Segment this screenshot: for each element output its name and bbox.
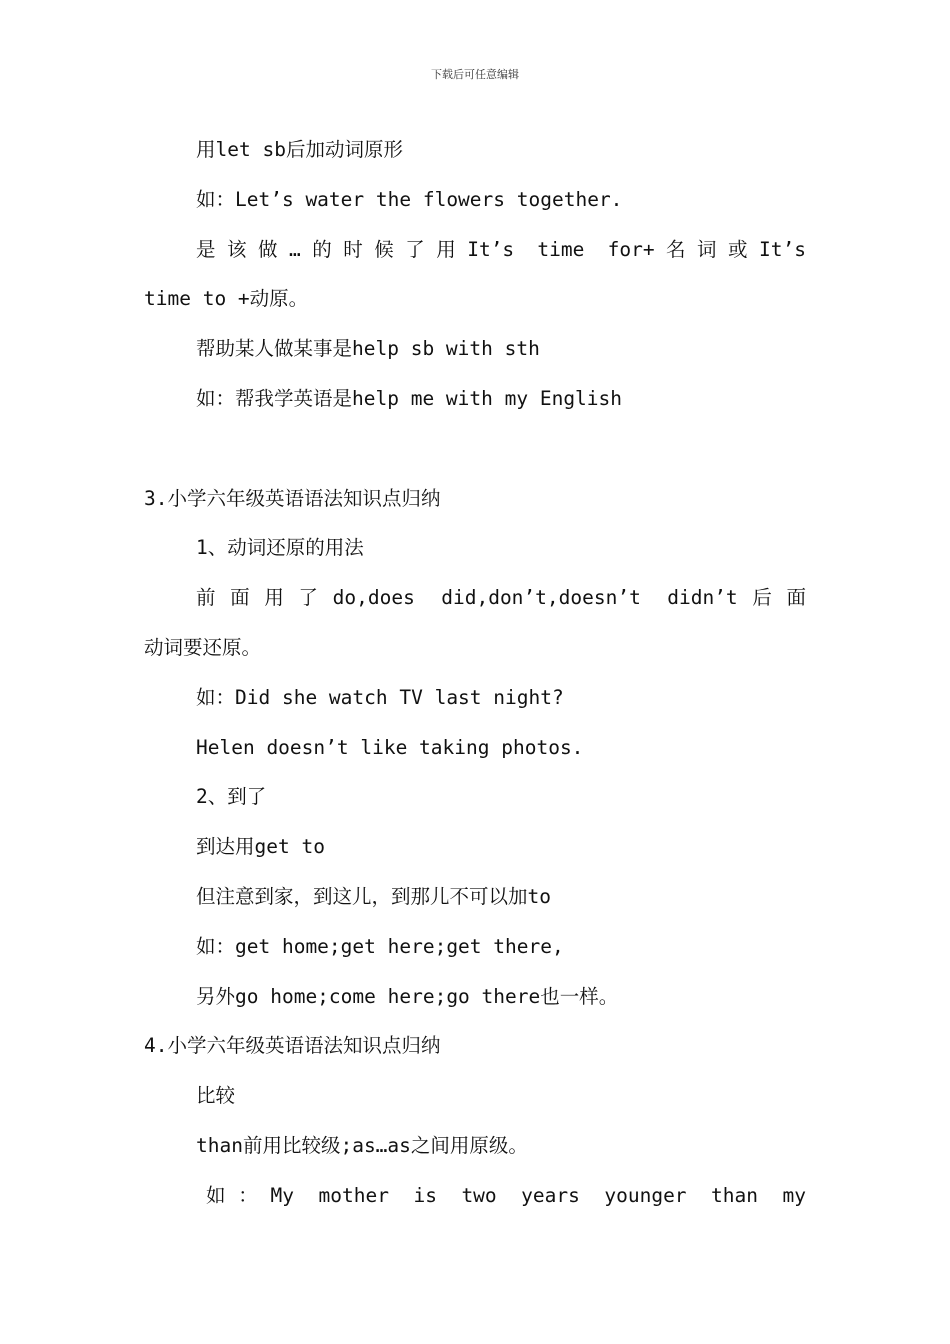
text-line: Helen doesn’t like taking photos. xyxy=(196,735,584,759)
text-line: than前用比较级;as…as之间用原级。 xyxy=(196,1133,528,1157)
blank-line xyxy=(144,424,806,474)
text-line: 是该做…的时候了用It’s time for+名词或It’s xyxy=(196,237,806,261)
text-line: 帮助某人做某事是help sb with sth xyxy=(196,337,540,361)
page-header: 下载后可任意编辑 xyxy=(431,68,519,81)
text-line: 如：get home;get here;get there, xyxy=(196,934,564,958)
text-line: 如：My mother is two years younger than my xyxy=(206,1183,806,1207)
text-line: 用let sb后加动词原形 xyxy=(196,138,403,161)
text-line: 到达用get to xyxy=(196,835,325,859)
section-heading: 3.小学六年级英语语法知识点归纳 xyxy=(144,486,441,510)
subsection-heading: 1、动词还原的用法 xyxy=(196,536,364,560)
text-line: 如：Let’s water the flowers together. xyxy=(196,187,623,211)
text-line: 但注意到家，到这儿，到那儿不可以加to xyxy=(196,884,551,908)
subsection-heading: 比较 xyxy=(196,1084,236,1108)
text-line: 如：Did she watch TV last night? xyxy=(196,685,564,709)
text-line: time to +动原。 xyxy=(144,287,309,311)
section-heading: 4.小学六年级英语语法知识点归纳 xyxy=(144,1034,441,1058)
text-line: 动词要还原。 xyxy=(144,635,262,659)
text-line: 另外go home;come here;go there也一样。 xyxy=(196,984,619,1008)
text-line: 如：帮我学英语是help me with my English xyxy=(196,386,623,410)
text-line: 前面用了do,does did,don’t,doesn’t didn’t后面 xyxy=(196,586,806,610)
subsection-heading: 2、到了 xyxy=(196,785,267,809)
document-body xyxy=(144,125,806,1221)
